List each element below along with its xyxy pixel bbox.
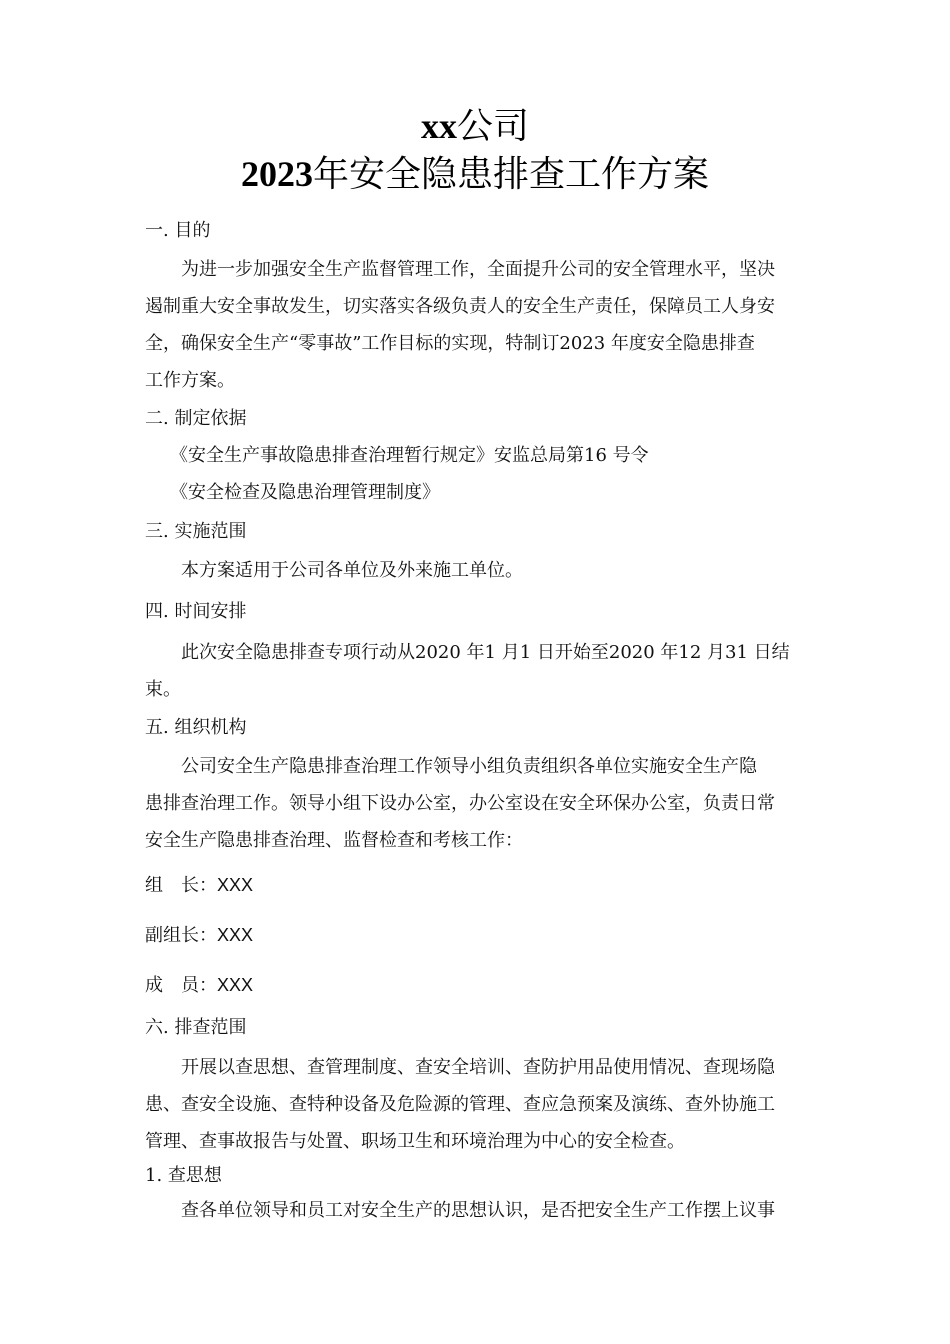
- paragraph-line: 此次安全隐患排查专项行动从2020 年1 月1 日开始至2020 年12 月31 日结: [181, 642, 790, 663]
- paragraph-line: 公司安全生产隐患排查治理工作领导小组负责组织各单位实施安全生产隐: [181, 756, 757, 777]
- member-row-leader: [145, 873, 815, 898]
- paragraph-line: 管理、查事故报告与处置、职场卫生和环境治理为中心的安全检查。: [145, 1131, 685, 1152]
- section-heading-basis: 二. 制定依据: [145, 408, 247, 429]
- title-plan-name: 年安全隐患排查工作方案: [312, 154, 709, 194]
- paragraph-line: 全，确保安全生产“零事故”工作目标的实现，特制订2023 年度安全隐患排查: [145, 333, 755, 354]
- section-heading-purpose: 一. 目的: [145, 220, 211, 241]
- section-heading-schedule: 四. 时间安排: [145, 601, 247, 622]
- paragraph-line: 安全生产隐患排查治理、监督检查和考核工作：: [145, 830, 523, 851]
- member-label: 副组长：: [145, 925, 217, 946]
- regulation-reference: 《安全检查及隐患治理管理制度》: [170, 482, 440, 503]
- paragraph-line: 本方案适用于公司各单位及外来施工单位。: [181, 560, 523, 581]
- section-heading-scope: 三. 实施范围: [145, 521, 247, 542]
- member-label: 成 员：: [145, 975, 217, 996]
- paragraph-line: 开展以查思想、查管理制度、查安全培训、查防护用品使用情况、查现场隐: [181, 1057, 775, 1078]
- member-value: XXX: [217, 925, 254, 945]
- document-title-line2: [0, 152, 950, 196]
- member-label: 组 长：: [145, 875, 217, 896]
- regulation-reference: 《安全生产事故隐患排查治理暂行规定》安监总局第16 号令: [170, 445, 649, 466]
- paragraph-line: 为进一步加强安全生产监督管理工作，全面提升公司的安全管理水平，坚决: [181, 259, 775, 280]
- paragraph-line: 遏制重大安全事故发生，切实落实各级负责人的安全生产责任，保障员工人身安: [145, 296, 775, 317]
- paragraph-line: 查各单位领导和员工对安全生产的思想认识，是否把安全生产工作摆上议事: [181, 1200, 775, 1221]
- member-value: XXX: [217, 875, 254, 895]
- title-company-code: xx: [420, 106, 457, 146]
- subsection-heading-ideology: 1. 查思想: [145, 1165, 222, 1186]
- paragraph-line: 患、查安全设施、查特种设备及危险源的管理、查应急预案及演练、查外协施工: [145, 1094, 775, 1115]
- member-value: XXX: [217, 975, 254, 995]
- document-title-line1: [0, 104, 950, 148]
- member-row-deputy: [145, 923, 815, 948]
- title-year: 2023: [240, 154, 313, 194]
- paragraph-line: 束。: [145, 679, 181, 700]
- section-heading-inspection-scope: 六. 排查范围: [145, 1017, 247, 1038]
- member-row-members: [145, 973, 815, 998]
- section-heading-organization: 五. 组织机构: [145, 717, 247, 738]
- title-company-suffix: 公司: [456, 106, 529, 146]
- paragraph-line: 患排查治理工作。领导小组下设办公室，办公室设在安全环保办公室，负责日常: [145, 793, 775, 814]
- paragraph-line: 工作方案。: [145, 370, 235, 391]
